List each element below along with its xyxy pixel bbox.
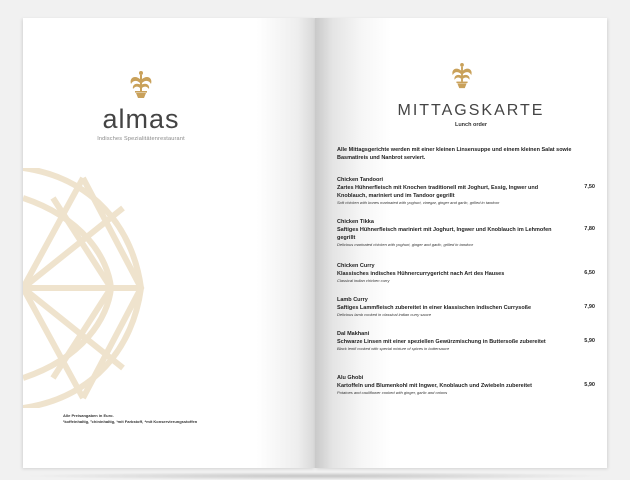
menu-subtitle: Lunch order <box>454 122 488 128</box>
dish-english: Delicious marinated chicken with yoghurt, ginger and garlic, grilled in tandoor <box>337 242 474 247</box>
ornament-emblem-icon <box>449 62 475 90</box>
menu-title: MITTAGSKARTE <box>397 102 545 119</box>
dish-description: Zartes Hühnerfleisch mit Knochen traditionell mit Joghurt, Essig, Ingwer und Knoblauch, mariniert und im Tandoor gegrillt <box>337 185 539 199</box>
menu-item <box>337 374 595 396</box>
dish-english: Delicious lamb cooked in classical indian curry sauce <box>337 312 432 317</box>
footnote-currency: Alle Preisangaben in Euro. <box>63 413 114 418</box>
menu-item <box>337 262 595 284</box>
price-footnote <box>63 413 263 424</box>
dish-english: Classical indian chicken curry <box>337 278 390 283</box>
brand-name: almas <box>102 104 180 134</box>
cover-page <box>23 18 315 468</box>
dish-description: Saftiges Lammfleisch zubereitet in einer klassischen indischen Currysoße <box>337 305 532 311</box>
dish-name: Chicken Curry <box>337 263 375 269</box>
dish-name: Lamb Curry <box>337 297 368 303</box>
dish-name: Alu Ghobi <box>337 375 364 381</box>
dish-description: Klassisches indisches Hühnercurrygericht nach Art des Hauses <box>337 271 505 277</box>
dish-name: Dal Makhani <box>337 331 370 337</box>
menu-intro: Alle Mittagsgerichte werden mit einer kleinen Linsensuppe und einem kleinen Salat sowie Basmatireis und Nanbrot serviert. <box>337 147 572 161</box>
mandala-decoration-icon <box>23 168 153 408</box>
dish-name: Chicken Tandoori <box>337 177 384 183</box>
menu-page <box>315 18 607 468</box>
dish-description: Kartoffeln und Blumenkohl mit Ingwer, Knoblauch und Zwiebeln zubereitet <box>337 383 532 389</box>
dish-english: Potatoes and cauliflower cooked with ginger, garlic and onions <box>337 390 448 395</box>
dish-price: 7,90 <box>584 304 595 310</box>
menu-item <box>337 218 595 248</box>
dish-name: Chicken Tikka <box>337 219 374 225</box>
menu-item <box>337 176 595 206</box>
dish-price: 6,50 <box>584 270 595 276</box>
ornament-emblem-icon <box>127 70 155 100</box>
dish-description: Schwarze Linsen mit einer speziellen Gewürzmischung in Buttersoße zubereitet <box>337 339 546 345</box>
dish-price: 7,80 <box>584 226 595 232</box>
booklet-shadow <box>22 472 608 480</box>
menu-item <box>337 296 595 318</box>
dish-price: 7,50 <box>584 184 595 190</box>
dish-description: Saftiges Hühnerfleisch mariniert mit Joghurt, Ingwer und Knoblauch im Lehmofen gegrillt <box>337 227 552 241</box>
brand-tagline: Indisches Spezialitätenrestaurant <box>97 136 185 142</box>
menu-item <box>337 330 595 352</box>
footnote-additives: ¹koffeinhaltig, ²chininhaltig, ³mit Farbstoff, ⁴mit Konservierungsstoffen <box>63 418 198 424</box>
dish-english: Soft chicken with bones marinated with yoghurt, vinegar, ginger and garlic, grilled in tandoor <box>337 200 500 205</box>
dish-price: 5,90 <box>584 338 595 344</box>
dish-english: Black lentil cooked with special mixture of spices in buttersauce <box>337 346 450 351</box>
dish-price: 5,90 <box>584 382 595 388</box>
